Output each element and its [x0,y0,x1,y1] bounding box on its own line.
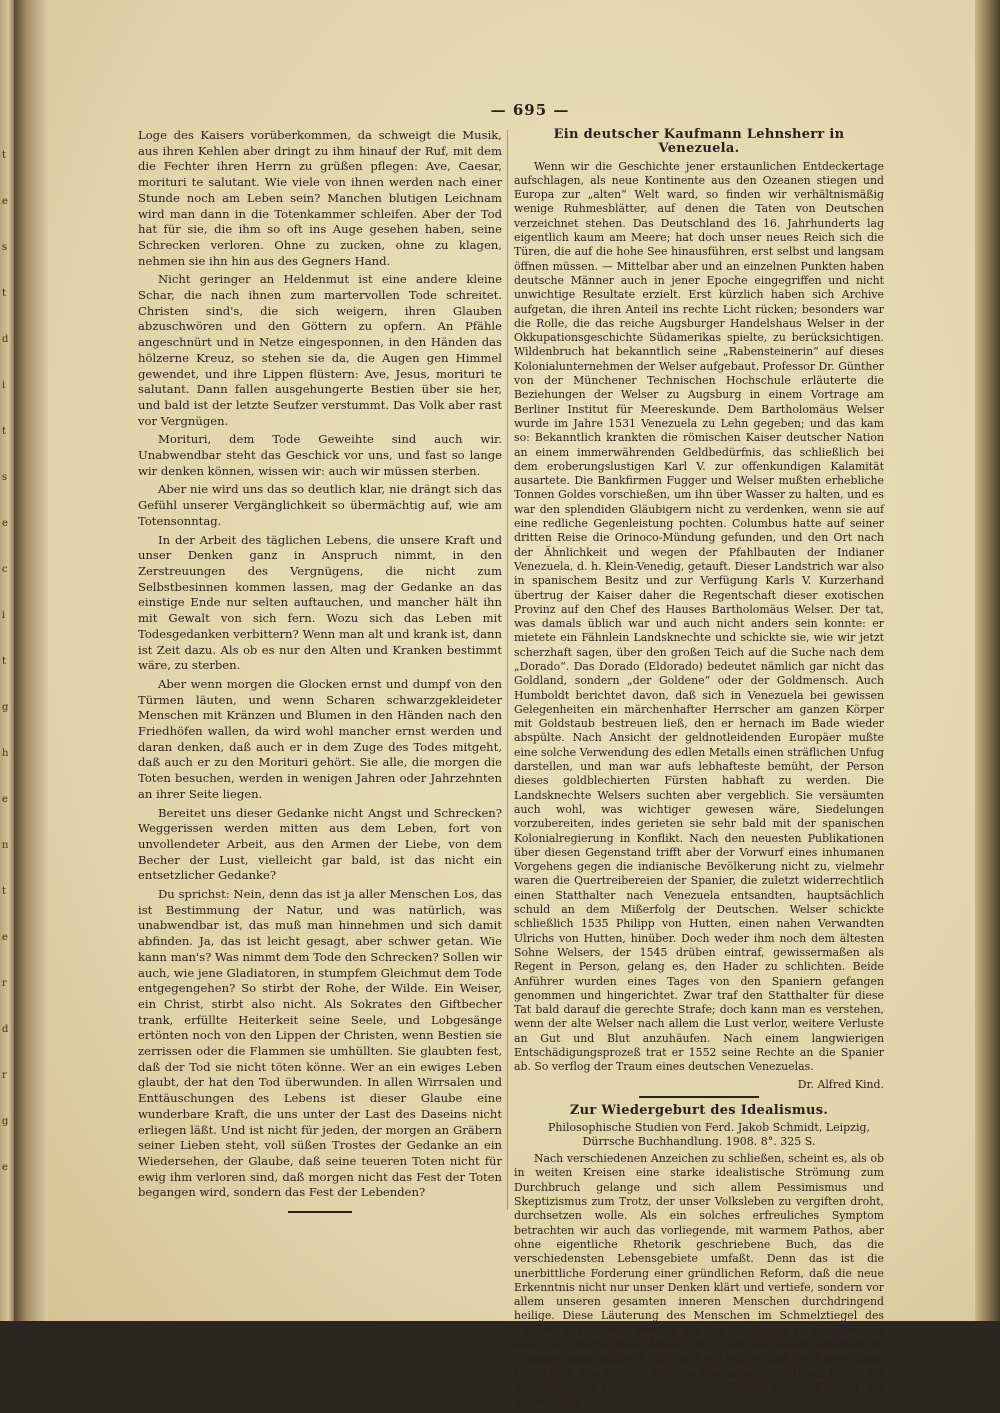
paragraph: In der Arbeit des täglichen Lebens, die unsere Kraft und unser Denken ganz in Anspruch nimmt, in den Zerstreuungen des Vergnügens, die nicht zum Selbstbesinnen kommen lassen, mag der Gedanke an das einstige Ende nur selten auftauchen, und mancher hält ihn mit Gewalt von sich fern. Wozu sich das Leben mit Todesgedanken verbittern? Wenn man alt und krank ist, dann ist Zeit dazu. Als ob es nur den Alten und Kranken bestimmt wäre, zu sterben. [138,532,502,673]
article-body-venezuela [514,160,884,1075]
previous-page-letter-fragment: e [2,518,8,529]
previous-page-letter-fragment: e [2,1162,8,1173]
previous-page-letter-fragment: d [2,334,9,345]
book-gutter [14,0,48,1321]
previous-page-letter-fragment: t [2,288,7,299]
previous-page-letter-fragment: n [2,840,9,851]
paragraph: Morituri, dem Tode Geweihte sind auch wir. Unabwendbar steht das Geschick vor uns, und fast so lange wir denken können, wissen wir: auch wir müssen sterben. [138,432,502,478]
previous-page-letter-fragment: d [2,1024,9,1035]
paragraph: Bereitet uns dieser Gedanke nicht Angst und Schrecken? Weggerissen werden mitten aus dem Leben, fort von unvollendeter Arbeit, aus den Armen der Liebe, von dem Becher der Lust, vielleicht gar bald, ist das nicht ein entsetzlicher Gedanke? [138,805,502,883]
previous-page-edge [0,0,14,1321]
previous-page-letter-fragment: e [2,794,8,805]
page-number: — 695 — [490,101,570,119]
previous-page-letter-fragment: s [2,242,8,253]
previous-page-letter-fragment: s [2,472,8,483]
column-divider [507,130,508,1210]
paragraph: Du sprichst: Nein, denn das ist ja aller Menschen Los, das ist Bestimmung der Natur, und was natürlich, was unabwendbar ist, das muß man hinnehmen und sich damit abfinden. Ja, das ist leicht gesagt, aber schwer getan. Wie kann man's? Was nimmt dem Tode den Schrecken? Sollen wir auch, wie jene Gladiatoren, in stumpfem Gleichmut dem Tode entgegengehen? So stirbt der Rohe, der Wilde. Ein Weiser, ein Christ, stirbt also nicht. Als Sokrates den Giftbecher trank, erfüllte Heiterkeit seine Seele, und Lobgesänge ertönten noch von den Lippen der Christen, wenn Bestien sie zerrissen oder die Flammen sie umhüllten. Sie glaubten fest, daß der Tod sie nicht töten könne. Wer an ein ewiges Leben glaubt, der hat den Tod überwunden. In allen Wirrsalen und Enttäuschungen des Lebens ist dieser Glaube eine wunderbare Kraft, die uns unter der Last des Daseins nicht erliegen läßt. Und ist nicht für jeden, der morgen an Gräbern seiner Lieben steht, voll süßen Trostes der Gedanke an ein Wiedersehen, der Glaube, daß seine teueren Toten nicht für ewig ihm verloren sind, daß morgen nicht das Fest der Toten begangen wird, sondern das Fest der Lebenden? [138,887,502,1200]
paragraph: Nicht geringer an Heldenmut ist eine andere kleine Schar, die nach ihnen zum martervollen Tode schreitet. Christen sind's, die sich weigern, ihren Glauben abzuschwören und den Göttern zu opfern. An Pfähle angeschnürt und in Netze eingesponnen, in den Händen das hölzerne Kreuz, so stehen sie da, die Augen gen Himmel gewendet, und ihre Lippen flüstern: Ave, Jesus, morituri te salutant. Dann fallen ausgehungerte Bestien über sie her, und bald ist der letzte Seufzer verstummt. Das Volk aber rast vor Vergnügen. [138,272,502,428]
right-column [514,128,884,1413]
previous-page-letter-fragment: t [2,150,7,161]
previous-page-letter-fragment: t [2,886,7,897]
previous-page-letter-fragment: r [2,978,7,989]
section-divider [639,1096,759,1098]
article-title-venezuela: Ein deutscher Kaufmann Lehnsherr in Venezuela. [553,127,845,157]
book-info: Philosophische Studien von Ferd. Jakob Schmidt, Leipzig, Dürrsche Buchhandlung. 1908. 8°. 325 S. [547,1121,871,1149]
previous-page-letter-fragment: r [2,1070,7,1081]
previous-page-letter-fragment: t [2,656,7,667]
column-end-rule [288,1211,352,1213]
previous-page-letter-fragment: e [2,932,8,943]
article-title-idealismus: Zur Wiedergeburt des Idealismus. [569,1102,829,1118]
article-body-idealismus [514,1152,884,1409]
paragraph: Aber wenn morgen die Glocken ernst und dumpf von den Türmen läuten, und wenn Scharen schwarzgekleideter Menschen mit Kränzen und Blumen in den Händen nach den Friedhöfen wallen, da wird wohl mancher ernst werden und daran denken, daß auch er in dem Zuge des Todes mitgeht, daß auch er zu den Morituri gehört. Sie alle, die morgen die Toten besuchen, werden in wenigen Jahren oder Jahrzehnten an ihrer Seite liegen. [138,676,502,801]
paragraph: Wenn wir die Geschichte jener erstaunlichen Entdeckertage aufschlagen, als neue Kontinente aus den Ozeanen stiegen und Europa zur „alten“ Welt ward, so finden wir verhältnismäßig wenige Ruhmesblätter, auf denen die Taten von Deutschen verzeichnet stehen. Das Deutschland des 16. Jahrhunderts lag eigentlich kaum am Meere; hat doch unser neues Reich sich die Türen, die auf die hohe See hinausführen, erst selbst und langsam öffnen müssen. — Mittelbar aber und an einzelnen Punkten haben deutsche Männer auch in jener Epoche eingegriffen und nicht unwichtige Resultate erzielt. Erst kürzlich haben sich Archive aufgetan, die ihren Anteil ins rechte Licht rücken; besonders war die Rolle, die das reiche Augsburger Handelshaus Welser in der Okkupationsgeschichte Südamerikas spielte, zu berücksichtigen. Wildenbruch hat bekanntlich seine „Rabensteinerin“ auf dieses Kolonialunternehmen der Welser aufgebaut. Professor Dr. Günther von der Münchener Technischen Hochschule erläuterte die Beziehungen der Welser zu Augsburg in einem Vortrage am Berliner Institut für Meereskunde. Dem Bartholomäus Welser wurde im Jahre 1531 Venezuela zu Lehn gegeben; und das kam so: Bekanntlich krankten die römischen Kaiser deutscher Nation an einem immerwährenden Geldbedürfnis, das schließlich bei dem eroberungslustigen Karl V. zur offenkundigen Kalamität ausartete. Die Bankfirmen Fugger und Welser mußten erhebliche Tonnen Goldes vorschießen, um ihn über Wasser zu halten, und es war den splendiden Gläubigern nicht zu verdenken, wenn sie auf eine redliche Gegenleistung pochten. Columbus hatte auf seiner dritten Reise die Orinoco-Mündung gefunden, und den Ort nach der Ähnlichkeit und wegen der Pfahlbauten der Indianer Venezuela, d. h. Klein-Venedig, getauft. Dieser Landstrich war also in spanischem Besitz und zur Verfügung Karls V. Kurzerhand übertrug der Kaiser daher die Regentschaft dieser exotischen Provinz auf den Chef des Hauses Bartholomäus Welser. Der tat, was damals üblich war und auch nicht anders sein konnte: er mietete ein Fähnlein Landsknechte und schickte sie, wie wir jetzt scherzhaft sagen, über den großen Teich auf die Suche nach dem „Dorado“. Das Dorado (Eldorado) bedeutet nämlich gar nicht das Goldland, sondern „der Goldene“ oder der Goldmensch. Auch Humboldt berichtet davon, daß sich in Venezuela bei gewissen Gelegenheiten ein märchenhafter Herrscher am ganzen Körper mit Goldstaub bestreuen ließ, den er hernach im Bade wieder abspülte. Nach Ansicht der geldnotleidenden Europäer mußte eine solche Verwendung des edlen Metalls einen sträflichen Unfug darstellen, und man war aufs lebhafteste bemüht, der Person dieses goldblechierten Fürsten habhaft zu werden. Die Landsknechte Welsers suchten aber vergeblich. Sie versäumten auch wohl, was wichtiger gewesen wäre, Siedelungen vorzubereiten, indes gerieten sie sehr bald mit der spanischen Kolonialregierung in Konflikt. Nach den neuesten Publikationen über diesen Gegenstand trifft aber der Vorwurf eines inhumanen Vorgehens gegen die indianische Bevölkerung nicht zu, vielmehr waren die Quertreibereien der Spanier, die zuletzt widerrechtlich einen Statthalter nach Venezuela entsandten, hauptsächlich schuld an dem Mißerfolg der Deutschen. Welser schickte schließlich 1535 Philipp von Hutten, einen nahen Verwandten Ulrichs von Hutten, hinüber. Doch weder ihm noch dem ältesten Sohne Welsers, der 1545 drüben eintraf, gewissermaßen als Regent in Person, gelang es, den Hader zu schlichten. Beide Anführer wurden eines Tages von den Spaniern gefangen genommen und hingerichtet. Zwar traf den Statthalter für diese Tat bald darauf die gerechte Strafe; doch kann man es verstehen, wenn der alte Welser nach allem die Lust verlor, weitere Verluste an Gut und Blut anzuhäufen. Nach einem langwierigen Entschädigungsprozeß trat er 1552 seine Rechte an die Spanier ab. So verflog der Traum eines deutschen Venezuelas. [514,159,884,1074]
book-edge [975,0,1000,1321]
previous-page-letter-fragment: g [2,702,9,713]
article-signature: Dr. Alfred Kind. [797,1077,884,1091]
previous-page-letter-fragment: i [2,610,6,621]
previous-page-letter-fragment: e [2,196,8,207]
paragraph: Nach verschiedenen Anzeichen zu schließen, scheint es, als ob in weiten Kreisen eine starke idealistische Strömung zum Durchbruch gelange und sich allem Pessimismus und Skeptizismus zum Trotz, der unser Volksleben zu vergiften droht, durchsetzen wolle. Als ein solches erfreuliches Symptom betrachten wir auch das vorliegende, mit warmem Pathos, aber ohne eigentliche Rhetorik geschriebene Buch, das die verschiedensten Lebensgebiete umfaßt. Denn das ist die unerbittliche Forderung einer gründlichen Reform, daß die neue Erkenntnis nicht nur unser Denken klärt und vertiefe, sondern vor allem unseren gesamten inneren Menschen durchdringend heilige. Diese Läuterung des Menschen im Schmelztiegel des Ewigen, des Geistes, vermag nur der Idealismus zu schaffen, der eben die überragende Macht der Ideen als selbstverständliche Voraussetzung zugleich und auch als letztes Ziel der Entwicklung betrachtet. Das höchste Ziel des Menschen, erklärt mit Recht der Verfasser, und zugleich sein wahrer Begriff ist die Freiheit der universellen [514,1152,884,1409]
paragraph: Aber nie wird uns das so deutlich klar, nie drängt sich das Gefühl unserer Vergänglichkeit so übermächtig auf, wie am Totensonntag. [138,482,502,528]
previous-page-letter-fragment: c [2,564,8,575]
left-column [138,128,502,1213]
previous-page-letter-fragment: t [2,426,7,437]
paragraph: Loge des Kaisers vorüberkommen, da schweigt die Musik, aus ihren Kehlen aber dringt zu ihm hinauf der Ruf, mit dem die Fechter ihren Herrn zu grüßen pflegen: Ave, Caesar, morituri te salutant. Wie viele von ihnen werden nach einer Stunde noch am Leben sein? Manchen blutigen Leichnam wird man dann in die Totenkammer schleifen. Aber der Tod hat für sie, die ihm so oft ins Auge gesehen haben, seine Schrecken verloren. Ohne zu zucken, ohne zu klagen, nehmen sie ihn hin aus des Gegners Hand. [138,128,502,268]
previous-page-letter-fragment: h [2,748,9,759]
previous-page-letter-fragment: i [2,380,6,391]
previous-page-letter-fragment: g [2,1116,9,1127]
